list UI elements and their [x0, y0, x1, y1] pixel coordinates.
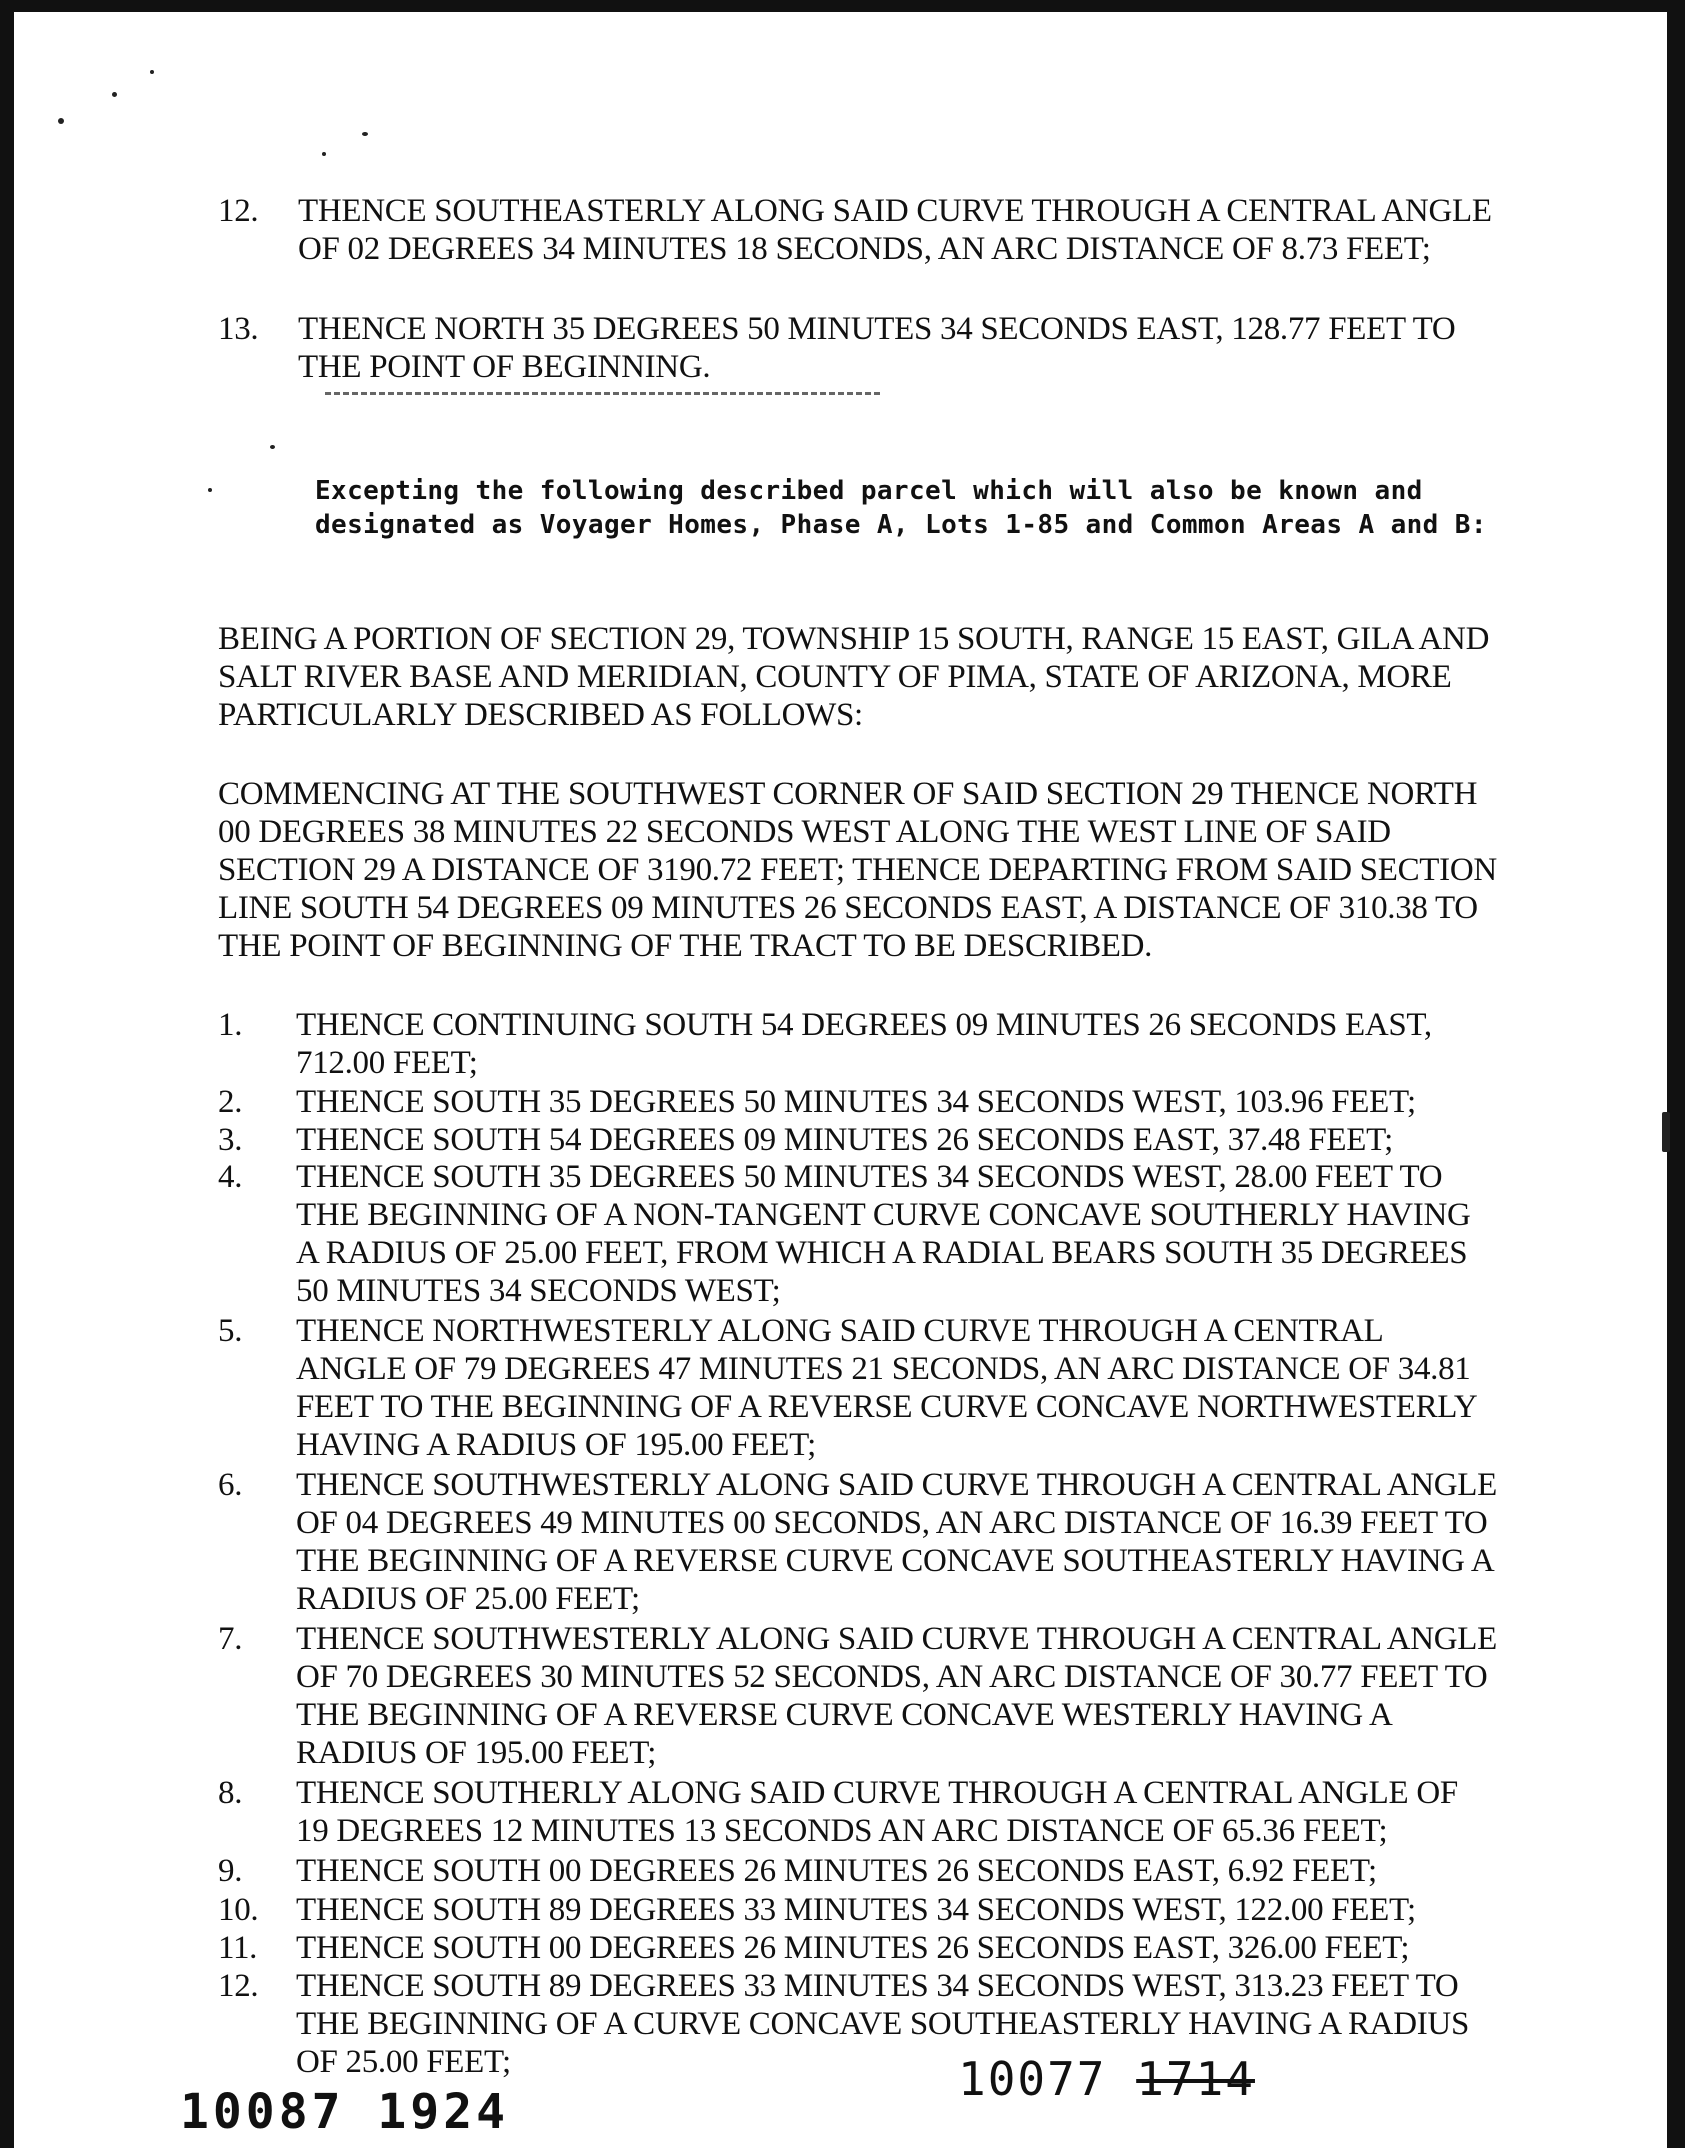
item-number: 12.: [218, 193, 259, 229]
document-number-stamp: 10087 1924: [180, 2084, 509, 2140]
scan-speck: [150, 70, 154, 74]
item-text: THENCE SOUTHERLY ALONG SAID CURVE THROUGH A CENTRAL ANGLE OF 19 DEGREES 12 MINUTES 13 SECONDS AN ARC DISTANCE OF 65.36 FEET;: [296, 1775, 1458, 1849]
item-number: 13.: [218, 311, 259, 347]
scan-border-top: [0, 0, 1685, 12]
item-text: THENCE SOUTH 00 DEGREES 26 MINUTES 26 SECONDS EAST, 6.92 FEET;: [296, 1853, 1377, 1889]
scan-speck: [58, 118, 64, 124]
item-text: THENCE SOUTHWESTERLY ALONG SAID CURVE THROUGH A CENTRAL ANGLE OF 70 DEGREES 30 MINUTES 52 SECONDS, AN ARC DISTANCE OF 30.77 FEET TO THE BEGINNING OF A REVERSE CURVE CONCAVE WESTERLY HAVING A RADIUS OF 195.00 FEET;: [296, 1621, 1498, 1771]
item-text: THENCE NORTH 35 DEGREES 50 MINUTES 34 SECONDS EAST, 128.77 FEET TO THE POINT OF BEGINNING.: [298, 311, 1456, 385]
divider-line: [325, 392, 880, 395]
scan-speck: [362, 132, 368, 136]
item-text: THENCE SOUTH 89 DEGREES 33 MINUTES 34 SECONDS WEST, 313.23 FEET TO THE BEGINNING OF A CURVE CONCAVE SOUTHEASTERLY HAVING A RADIUS OF 25.00 FEET;: [296, 1968, 1469, 2080]
stamp-current-number: 10077: [958, 2052, 1107, 2106]
commencing-paragraph: COMMENCING AT THE SOUTHWEST CORNER OF SAID SECTION 29 THENCE NORTH 00 DEGREES 38 MINUTES 22 SECONDS WEST ALONG THE WEST LINE OF SAID SECTION 29 A DISTANCE OF 3190.72 FEET; THENCE DEPARTING FROM SAID SECTION LINE SOUTH 54 DEGREES 09 MINUTES 26 SECONDS EAST, A DISTANCE OF 310.38 TO THE POINT OF BEGINNING OF THE TRACT TO BE DESCRIBED.: [218, 776, 1497, 964]
being-paragraph: BEING A PORTION OF SECTION 29, TOWNSHIP 15 SOUTH, RANGE 15 EAST, GILA AND SALT RIVER BASE AND MERIDIAN, COUNTY OF PIMA, STATE OF ARIZONA, MORE PARTICULARLY DESCRIBED AS FOLLOWS:: [218, 621, 1490, 733]
list-item: [218, 1158, 1498, 1310]
list-item: [218, 1121, 1498, 1159]
item-number: 8.: [218, 1775, 243, 1811]
item-number: 10.: [218, 1892, 259, 1928]
scan-speck: [270, 445, 275, 449]
item-number: 4.: [218, 1159, 243, 1195]
item-number: 9.: [218, 1853, 243, 1889]
item-text: THENCE SOUTH 35 DEGREES 50 MINUTES 34 SECONDS WEST, 28.00 FEET TO THE BEGINNING OF A NON-TANGENT CURVE CONCAVE SOUTHERLY HAVING A RADIUS OF 25.00 FEET, FROM WHICH A RADIAL BEARS SOUTH 35 DEGREES 50 MINUTES 34 SECONDS WEST;: [296, 1159, 1471, 1309]
item-text: THENCE NORTHWESTERLY ALONG SAID CURVE THROUGH A CENTRAL ANGLE OF 79 DEGREES 47 MINUTES 21 SECONDS, AN ARC DISTANCE OF 34.81 FEET TO THE BEGINNING OF A REVERSE CURVE CONCAVE NORTHWESTERLY HAVING A RADIUS OF 195.00 FEET;: [296, 1313, 1477, 1463]
list-item: [218, 1891, 1498, 1929]
item-number: 6.: [218, 1467, 243, 1503]
item-text: THENCE SOUTH 54 DEGREES 09 MINUTES 26 SECONDS EAST, 37.48 FEET;: [296, 1122, 1394, 1158]
item-text: THENCE SOUTHEASTERLY ALONG SAID CURVE THROUGH A CENTRAL ANGLE OF 02 DEGREES 34 MINUTES 18 SECONDS, AN ARC DISTANCE OF 8.73 FEET;: [298, 193, 1492, 267]
scan-speck: [208, 488, 212, 492]
item-number: 2.: [218, 1084, 243, 1120]
scan-border-left: [0, 0, 14, 2148]
item-text: THENCE SOUTH 00 DEGREES 26 MINUTES 26 SECONDS EAST, 326.00 FEET;: [296, 1930, 1410, 1966]
excepting-paragraph: Excepting the following described parcel which will also be known and designated as Voyager Homes, Phase A, Lots 1-85 and Common Areas A and B:: [315, 476, 1487, 540]
list-item: [218, 1466, 1498, 1618]
item-number: 11.: [218, 1930, 258, 1966]
document-number-stamp-alt: [958, 2052, 1255, 2106]
list-item: [218, 1620, 1498, 1772]
list-item: [218, 1967, 1498, 2081]
item-number: 3.: [218, 1122, 243, 1158]
item-number: 12.: [218, 1968, 259, 2004]
item-number: 7.: [218, 1621, 243, 1657]
item-text: THENCE SOUTHWESTERLY ALONG SAID CURVE THROUGH A CENTRAL ANGLE OF 04 DEGREES 49 MINUTES 00 SECONDS, AN ARC DISTANCE OF 16.39 FEET TO THE BEGINNING OF A REVERSE CURVE CONCAVE SOUTHEASTERLY HAVING A RADIUS OF 25.00 FEET;: [296, 1467, 1498, 1617]
list-item: [218, 1852, 1498, 1890]
item-number: 1.: [218, 1007, 243, 1043]
list-item: [218, 1929, 1498, 1967]
item-text: THENCE SOUTH 89 DEGREES 33 MINUTES 34 SECONDS WEST, 122.00 FEET;: [296, 1892, 1416, 1928]
stamp-struck-number: 1714: [1136, 2052, 1255, 2106]
item-text: THENCE SOUTH 35 DEGREES 50 MINUTES 34 SECONDS WEST, 103.96 FEET;: [296, 1084, 1416, 1120]
top-list-item: [218, 192, 1518, 268]
item-number: 5.: [218, 1313, 243, 1349]
item-text: THENCE CONTINUING SOUTH 54 DEGREES 09 MINUTES 26 SECONDS EAST, 712.00 FEET;: [296, 1007, 1432, 1081]
top-list-item: [218, 310, 1518, 386]
list-item: [218, 1774, 1498, 1850]
list-item: [218, 1006, 1498, 1082]
list-item: [218, 1083, 1498, 1121]
scan-speck: [322, 152, 326, 156]
scan-speck: [1662, 1112, 1670, 1152]
list-item: [218, 1312, 1498, 1464]
scan-speck: [112, 92, 117, 97]
scan-border-right: [1667, 0, 1685, 2148]
